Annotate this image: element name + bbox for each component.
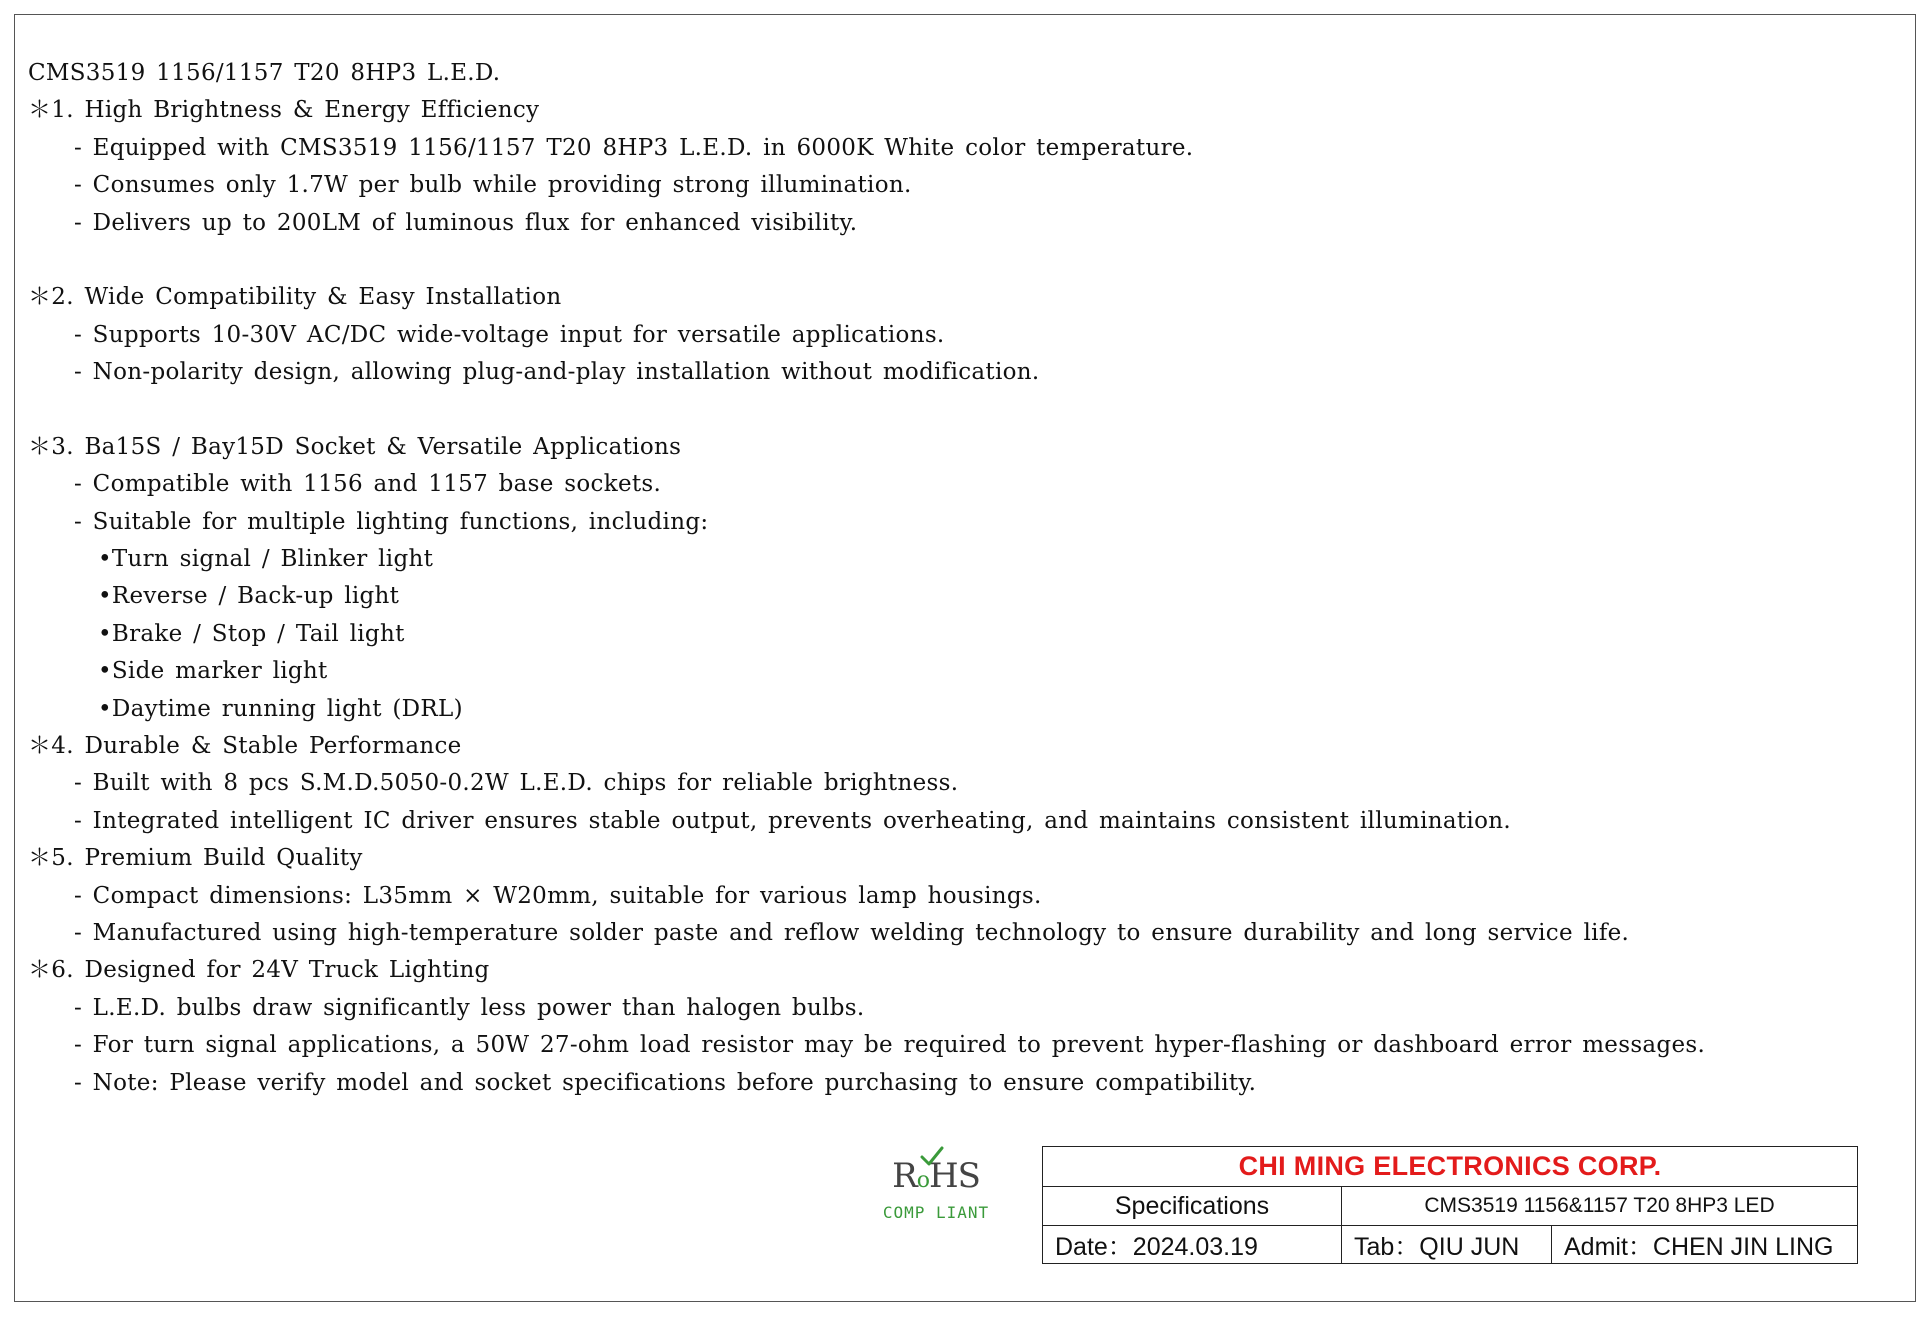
section-item: - Note: Please verify model and socket specifications before purchasing to ensure compatibility.	[74, 1069, 1257, 1096]
section-item: - Suitable for multiple lighting functions, including:	[74, 508, 709, 535]
date-field: Date：2024.03.19	[1055, 1233, 1258, 1261]
application-item: •Turn signal / Blinker light	[98, 546, 434, 573]
application-item: •Reverse / Back-up light	[98, 583, 400, 610]
checkmark-icon	[920, 1146, 944, 1166]
section-item: - Consumes only 1.7W per bulb while providing strong illumination.	[74, 172, 912, 199]
application-item: •Daytime running light (DRL)	[98, 695, 463, 722]
section-item: - Supports 10-30V AC/DC wide-voltage input for versatile applications.	[74, 321, 945, 348]
approval-row	[1043, 1226, 1857, 1264]
rohs-logo	[876, 1158, 996, 1228]
section-item: - For turn signal applications, a 50W 27-ohm load resistor may be required to prevent hyper-flashing or dashboard error messages.	[74, 1032, 1706, 1059]
spec-row	[1043, 1187, 1857, 1226]
spacer	[28, 392, 1888, 429]
rohs-letter-o: o	[916, 1168, 929, 1193]
section-item: - Equipped with CMS3519 1156/1157 T20 8HP3 L.E.D. in 6000K White color temperature.	[74, 134, 1194, 161]
spec-value: CMS3519 1156&1157 T20 8HP3 LED	[1341, 1187, 1857, 1225]
admit-field: Admit：CHEN JIN LING	[1551, 1226, 1857, 1264]
spec-label: Specifications	[1114, 1191, 1270, 1220]
application-item: •Brake / Stop / Tail light	[98, 620, 405, 647]
spacer	[28, 242, 1888, 279]
section-item: - L.E.D. bulbs draw significantly less power than halogen bulbs.	[74, 994, 865, 1021]
product-title: CMS3519 1156/1157 T20 8HP3 L.E.D.	[28, 60, 501, 86]
section-item: - Compact dimensions: L35mm × W20mm, suitable for various lamp housings.	[74, 882, 1042, 909]
application-item: •Side marker light	[98, 658, 328, 685]
title-block	[1042, 1146, 1858, 1264]
rohs-letters-hs: HS	[928, 1156, 980, 1196]
section-item: - Built with 8 pcs S.M.D.5050-0.2W L.E.D. chips for reliable brightness.	[74, 770, 959, 797]
section-heading: ＊3. Ba15S / Bay15D Socket & Versatile Applications	[28, 433, 682, 460]
rohs-letter-r: R	[892, 1156, 917, 1196]
section-heading: ＊6. Designed for 24V Truck Lighting	[28, 957, 490, 984]
spec-description	[28, 55, 1888, 1102]
tab-field: Tab：QIU JUN	[1341, 1226, 1551, 1264]
rohs-compliant-text: COMP LIANT	[882, 1203, 990, 1222]
section-heading: ＊5. Premium Build Quality	[28, 845, 363, 872]
section-item: - Compatible with 1156 and 1157 base sockets.	[74, 471, 662, 498]
section-heading: ＊2. Wide Compatibility & Easy Installation	[28, 284, 562, 311]
section-item: - Integrated intelligent IC driver ensures stable output, prevents overheating, and maintains consistent illumination.	[74, 807, 1511, 834]
section-heading: ＊1. High Brightness & Energy Efficiency	[28, 97, 540, 124]
company-name: CHI MING ELECTRONICS CORP.	[1043, 1147, 1857, 1187]
section-item: - Delivers up to 200LM of luminous flux for enhanced visibility.	[74, 209, 858, 236]
section-item: - Manufactured using high-temperature solder paste and reflow welding technology to ensure durability and long service life.	[74, 919, 1630, 946]
section-heading: ＊4. Durable & Stable Performance	[28, 733, 462, 760]
rohs-mark	[876, 1158, 996, 1199]
section-item: - Non-polarity design, allowing plug-and-play installation without modification.	[74, 359, 1040, 386]
